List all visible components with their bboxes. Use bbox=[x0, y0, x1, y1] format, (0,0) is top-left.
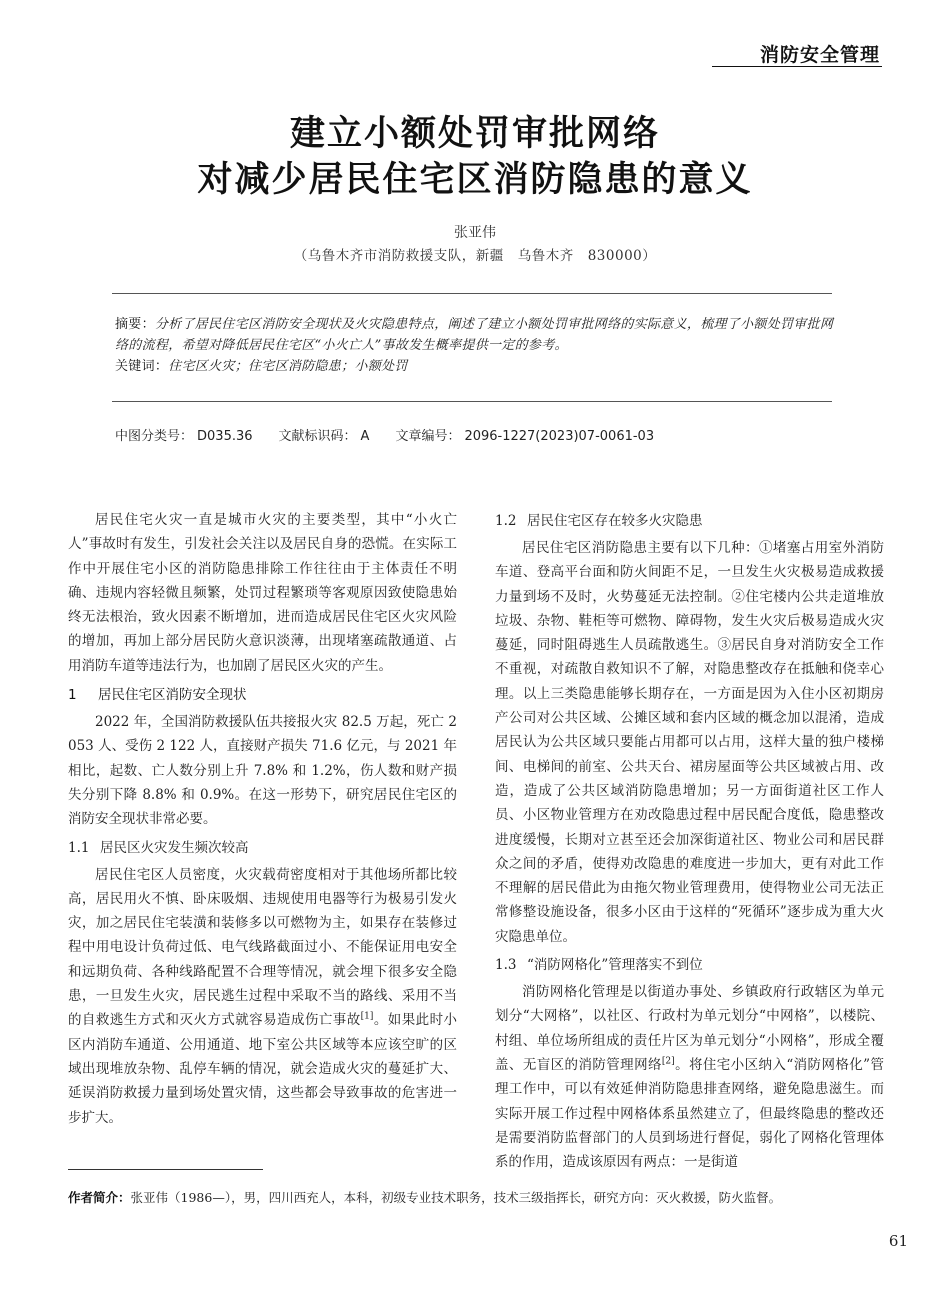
section-1-3-title: “消防网格化”管理落实不到位 bbox=[527, 957, 703, 974]
article-no-label: 文章编号： bbox=[395, 429, 461, 444]
section-1-3-number: 1.3 bbox=[495, 957, 517, 974]
section-1-title: 居民住宅区消防安全现状 bbox=[98, 687, 247, 704]
author-footnote bbox=[68, 1188, 888, 1206]
section-tag-rule bbox=[712, 66, 882, 67]
author: 张亚伟 bbox=[454, 225, 496, 241]
title-line-2: 对减少居民住宅区消防隐患的意义 bbox=[197, 159, 753, 200]
article-no: 2096-1227(2023)07-0061-03 bbox=[464, 429, 655, 444]
section-1-1-text-b: 。如果此时小区内消防车通道、公用通道、地下室公共区域等本应该空旷的区域出现堆放杂物、乱停车辆的情况，就会造成火灾的蔓延扩大、延误消防救援力量到场处置灾情，这些都会导致事故的危害进一步扩大。 bbox=[68, 1012, 458, 1126]
section-1-3-text-b: 。将住宅小区纳入“消防网格化”管理工作中，可以有效延伸消防隐患排查网络，避免隐患滋生。而实际开展工作过程中网格体系虽然建立了，但最终隐患的整改还是需要消防监督部门的人员到场进行督促，弱化了网格化管理体系的作用，造成该原因有两点：一是街道 bbox=[495, 1056, 884, 1171]
section-1-1-heading bbox=[68, 835, 457, 861]
abstract-top-rule bbox=[112, 293, 832, 294]
section-1-number: 1 bbox=[68, 687, 77, 704]
keywords bbox=[115, 356, 837, 377]
doc-code-label: 文献标识码： bbox=[278, 429, 357, 444]
citation-2: [2] bbox=[661, 1056, 675, 1067]
section-tag: 消防安全管理 bbox=[759, 44, 880, 66]
keywords-label: 关键词： bbox=[115, 359, 169, 374]
section-1-1-number: 1.1 bbox=[68, 839, 90, 856]
keywords-text: 住宅区火灾；住宅区消防隐患；小额处罚 bbox=[168, 359, 408, 374]
section-1-1-text-a: 居民住宅区人员密度，火灾载荷密度相对于其他场所都比较高，居民用火不慎、卧床吸烟、违规使用电器等行为极易引发火灾，加之居民住宅装潢和装修多以可燃物为主，如果存在装修过程中用电设计负荷过低、电气线路截面过小、不能保证用电安全和远期负荷、各种线路配置不合理等情况，就会埋下很多安全隐患，一旦发生火灾，居民逃生过程中采取不当的路线、采用不当的自救逃生方式和灭火方式就容易造成伤亡事故 bbox=[68, 866, 457, 1029]
section-1-2-number: 1.2 bbox=[495, 513, 517, 529]
classification-line bbox=[115, 425, 658, 444]
page-number: 61 bbox=[888, 1232, 908, 1250]
abstract-label: 摘要： bbox=[115, 317, 155, 332]
intro-paragraph: 居民住宅火灾一直是城市火灾的主要类型，其中“小火亡人”事故时有发生，引发社会关注以及居民自身的恐慌。在实际工作中开展住宅小区的消防隐患排除工作往往由于主体责任不明确、违规内容轻微且频繁，处罚过程繁琐等客观原因致使隐患始终无法根治，致火因素不断增加，进而造成居民住宅区火灾风险的增加，再加上部分居民防火意识淡薄，出现堵塞疏散通道、占用消防车道等违法行为，也加剧了居民区火灾的产生。 bbox=[68, 512, 457, 674]
clc-code: D035.36 bbox=[197, 429, 253, 444]
footnote-text: 张亚伟（1986—），男，四川西充人，本科，初级专业技术职务，技术三级指挥长，研究方向：灭火救援，防火监督。 bbox=[130, 1190, 782, 1205]
abstract bbox=[115, 314, 837, 356]
section-1-3-heading bbox=[495, 952, 884, 978]
section-1-1-paragraph bbox=[68, 863, 457, 1130]
right-column bbox=[495, 508, 884, 1174]
doc-code: A bbox=[360, 429, 370, 444]
footnote-rule bbox=[68, 1169, 263, 1170]
left-column bbox=[68, 508, 457, 1130]
citation-1: [1] bbox=[360, 1011, 374, 1022]
affiliation: （乌鲁木齐市消防救援支队，新疆 乌鲁木齐 830000） bbox=[293, 248, 657, 264]
title-line-1: 建立小额处罚审批网络 bbox=[289, 113, 660, 154]
section-1-2-paragraph: 居民住宅区消防隐患主要有以下几种：①堵塞占用室外消防车道、登高平台面和防火间距不足，一旦发生火灾极易造成救援力量到场不及时，火势蔓延无法控制。②住宅楼内公共走道堆放垃圾、杂物、鞋柜等可燃物、障碍物，发生火灾后极易造成火灾蔓延，同时阻碍逃生人员疏散逃生。③居民自身对消防安全工作不重视，对疏散自救知识不了解，对隐患整改存在抵触和侥幸心理。以上三类隐患能够长期存在，一方面是因为入住小区初期房产公司对公共区域、公摊区域和套内区域的概念加以混淆，造成居民认为公共区域只要能占用都可以占用，这样大量的独户楼梯间、电梯间的前室、公共天台、裙房屋面等公共区域被占用、改造，造成了公共区域消防隐患增加；另一方面街道社区工作人员、小区物业管理方在劝改隐患过程中居民配合度低，隐患整改进度缓慢，长期对立甚至还会加深街道社区、物业公司和居民群众之间的矛盾，使得劝改隐患的难度进一步加大，更有对此工作不理解的居民借此为由拖欠物业管理费用，使得物业公司无法正常修整设施设备，很多小区由于这样的“死循环”逐步成为重大火灾隐患单位。 bbox=[495, 540, 884, 945]
section-1-3-paragraph bbox=[495, 980, 884, 1174]
abstract-text: 分析了居民住宅区消防安全现状及火灾隐患特点，阐述了建立小额处罚审批网络的实际意义，梳理了小额处罚审批网络的流程，希望对降低居民住宅区“小火亡人”事故发生概率提供一定的参考。 bbox=[115, 317, 834, 353]
section-1-1-title: 居民区火灾发生频次较高 bbox=[100, 839, 249, 856]
footnote-label: 作者简介： bbox=[68, 1190, 131, 1205]
section-1-heading bbox=[68, 682, 457, 708]
section-1-2-heading bbox=[495, 508, 884, 534]
section-1-2-title: 居民住宅区存在较多火灾隐患 bbox=[527, 513, 703, 529]
section-1-paragraph: 2022 年，全国消防救援队伍共接报火灾 82.5 万起，死亡 2 053 人、受伤 2 122 人，直接财产损失 71.6 亿元，与 2021 年相比，起数、亡人数分别上升 7.8% 和 1.2%，伤人数和财产损失分别下降 8.8% 和 0.9%。在这一形势下，研究居民住宅区的消防安全现状非常必要。 bbox=[68, 714, 457, 828]
section-1-3-text-a: 消防网格化管理是以街道办事处、乡镇政府行政辖区为单元划分“大网格”，以社区、行政村为单元划分“中网格”，以楼院、村组、单位场所组成的责任片区为单元划分“小网格”，形成全覆盖、无盲区的消防管理网络 bbox=[495, 984, 884, 1073]
clc-label: 中图分类号： bbox=[115, 429, 194, 444]
abstract-bottom-rule bbox=[112, 401, 832, 402]
